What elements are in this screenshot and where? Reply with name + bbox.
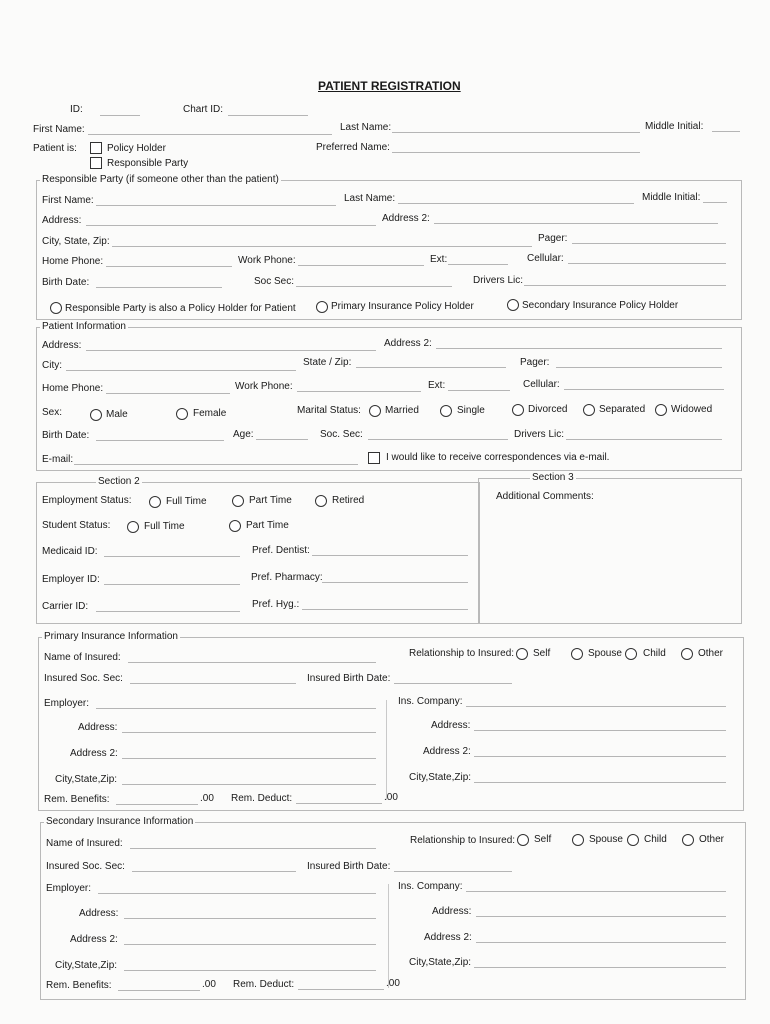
first-name-label: First Name: — [33, 124, 85, 135]
sec-relationship-label: Relationship to Insured: — [410, 835, 516, 846]
pi-address-label: Address: — [42, 340, 82, 351]
pri-birth-date-field[interactable] — [394, 683, 512, 684]
sex-female-label: Female — [193, 408, 227, 419]
rp-city-label: City, State, Zip: — [42, 236, 110, 247]
pi-work-phone-label: Work Phone: — [235, 381, 293, 392]
sec-ins-address2-label: Address 2: — [424, 932, 472, 943]
sec-soc-sec-field[interactable] — [132, 871, 296, 872]
single-radio[interactable] — [440, 405, 452, 417]
widowed-radio[interactable] — [655, 404, 667, 416]
pi-birth-date-label: Birth Date: — [42, 430, 90, 441]
pri-address-field[interactable] — [122, 732, 376, 733]
pi-age-label: Age: — [233, 429, 254, 440]
pri-employer-field[interactable] — [96, 708, 376, 709]
pri-address2-label: Address 2: — [70, 748, 118, 759]
pi-cellular-field[interactable] — [564, 389, 724, 390]
pri-ins-company-field[interactable] — [466, 706, 726, 707]
sec-name-insured-label: Name of Insured: — [46, 838, 123, 849]
pi-address2-label: Address 2: — [384, 338, 432, 349]
pi-cellular-label: Cellular: — [523, 379, 560, 390]
pref-dentist-field[interactable] — [312, 555, 468, 556]
pi-ext-label: Ext: — [428, 380, 446, 391]
separated-label: Separated — [599, 404, 646, 415]
sec-ins-city-field[interactable] — [474, 967, 726, 968]
carrier-id-field[interactable] — [96, 611, 240, 612]
pri-ins-address-field[interactable] — [474, 730, 726, 731]
sec-other-label: Other — [699, 834, 725, 845]
rp-first-name-label: First Name: — [42, 195, 94, 206]
pi-drivers-lic-field[interactable] — [566, 439, 722, 440]
pri-ins-address2-field[interactable] — [474, 756, 726, 757]
pi-home-phone-label: Home Phone: — [42, 383, 104, 394]
sec-address-field[interactable] — [124, 918, 376, 919]
sec-rem-deduct-cents: .00 — [386, 978, 400, 989]
rp-primary-holder-radio[interactable] — [316, 301, 328, 313]
last-name-label: Last Name: — [340, 122, 392, 133]
first-name-field[interactable] — [88, 134, 332, 135]
pri-rem-deduct-field[interactable] — [296, 803, 382, 804]
rp-address-field[interactable] — [86, 225, 376, 226]
sec-birth-date-field[interactable] — [394, 871, 512, 872]
pri-rem-benefits-cents: .00 — [200, 793, 214, 804]
sec-ins-address-field[interactable] — [476, 916, 726, 917]
pi-soc-sec-field[interactable] — [368, 439, 508, 440]
pi-city-label: City: — [42, 360, 62, 371]
rp-policy-holder-radio[interactable] — [50, 302, 62, 314]
rp-pager-field[interactable] — [572, 243, 726, 244]
rp-secondary-holder-radio[interactable] — [507, 299, 519, 311]
pi-pager-label: Pager: — [520, 357, 550, 368]
pref-pharmacy-field[interactable] — [322, 582, 468, 583]
rp-birth-date-field[interactable] — [96, 287, 222, 288]
married-label: Married — [385, 405, 419, 416]
medicaid-id-field[interactable] — [104, 556, 240, 557]
pi-email-label: E-mail: — [42, 454, 74, 465]
rp-birth-date-label: Birth Date: — [42, 277, 90, 288]
employment-part-time-label: Part Time — [249, 495, 292, 506]
sec-child-radio[interactable] — [627, 834, 639, 846]
pi-drivers-lic-label: Drivers Lic: — [514, 429, 565, 440]
email-correspondence-label: I would like to receive correspondences via e-mail. — [386, 452, 610, 463]
pi-home-phone-field[interactable] — [106, 393, 230, 394]
pri-city-field[interactable] — [122, 784, 376, 785]
rp-middle-initial-label: Middle Initial: — [642, 192, 701, 203]
email-correspondence-checkbox[interactable] — [368, 452, 380, 464]
pri-ins-city-field[interactable] — [474, 782, 726, 783]
pi-address-field[interactable] — [86, 350, 376, 351]
pri-address2-field[interactable] — [122, 758, 376, 759]
pri-name-insured-field[interactable] — [128, 662, 376, 663]
rp-work-phone-field[interactable] — [298, 265, 424, 266]
sec-other-radio[interactable] — [682, 834, 694, 846]
student-status-label: Student Status: — [42, 520, 111, 531]
student-full-time-label: Full Time — [144, 521, 185, 532]
sec-rem-deduct-field[interactable] — [298, 989, 384, 990]
employment-status-label: Employment Status: — [42, 495, 132, 506]
rp-address2-field[interactable] — [434, 223, 718, 224]
pri-spouse-label: Spouse — [588, 648, 622, 659]
pri-ins-company-label: Ins. Company: — [398, 696, 463, 707]
pri-name-insured-label: Name of Insured: — [44, 652, 121, 663]
section3-legend: Section 3 — [532, 472, 574, 483]
id-field[interactable] — [100, 115, 140, 116]
rp-city-field[interactable] — [112, 246, 532, 247]
student-full-time-radio[interactable] — [127, 521, 139, 533]
pri-rem-deduct-cents: .00 — [384, 792, 398, 803]
medicaid-id-label: Medicaid ID: — [42, 546, 98, 557]
married-radio[interactable] — [369, 405, 381, 417]
divorced-label: Divorced — [528, 404, 568, 415]
sec-soc-sec-label: Insured Soc. Sec: — [46, 861, 125, 872]
pri-other-radio[interactable] — [681, 648, 693, 660]
form-title: PATIENT REGISTRATION — [318, 79, 461, 93]
sec-rem-benefits-label: Rem. Benefits: — [46, 980, 112, 991]
sec-employer-label: Employer: — [46, 883, 92, 894]
sec-child-label: Child — [644, 834, 667, 845]
pi-city-field[interactable] — [66, 370, 296, 371]
employment-retired-radio[interactable] — [315, 495, 327, 507]
rp-soc-sec-label: Soc Sec: — [254, 276, 295, 287]
pi-state-zip-label: State / Zip: — [303, 357, 352, 368]
rp-work-phone-label: Work Phone: — [238, 255, 296, 266]
pi-ext-field[interactable] — [448, 390, 510, 391]
pi-email-field[interactable] — [74, 464, 358, 465]
employment-full-time-label: Full Time — [166, 496, 207, 507]
responsible-party-legend: Responsible Party (if someone other than the patient) — [42, 174, 279, 185]
rp-address-label: Address: — [42, 215, 82, 226]
pri-relationship-label: Relationship to Insured: — [409, 648, 515, 659]
last-name-field[interactable] — [392, 132, 640, 133]
pref-hyg-label: Pref. Hyg.: — [252, 599, 300, 610]
sec-address-label: Address: — [79, 908, 119, 919]
preferred-name-field[interactable] — [392, 152, 640, 153]
pri-self-label: Self — [533, 648, 551, 659]
sec-spouse-label: Spouse — [589, 834, 623, 845]
pi-work-phone-field[interactable] — [297, 391, 421, 392]
rp-address2-label: Address 2: — [382, 213, 430, 224]
employment-full-time-radio[interactable] — [149, 496, 161, 508]
rp-ext-field[interactable] — [448, 264, 508, 265]
carrier-id-label: Carrier ID: — [42, 601, 89, 612]
primary-insurance-legend: Primary Insurance Information — [44, 631, 178, 642]
pri-rem-benefits-field[interactable] — [116, 804, 198, 805]
sec-self-radio[interactable] — [517, 834, 529, 846]
rp-last-name-label: Last Name: — [344, 193, 396, 204]
id-label: ID: — [70, 104, 83, 115]
sex-male-radio[interactable] — [90, 409, 102, 421]
rp-soc-sec-field[interactable] — [296, 286, 452, 287]
pi-pager-field[interactable] — [556, 367, 722, 368]
additional-comments-area[interactable] — [494, 506, 728, 612]
chart-id-label: Chart ID: — [183, 104, 224, 115]
pi-birth-date-field[interactable] — [96, 440, 224, 441]
sec-rem-deduct-label: Rem. Deduct: — [233, 979, 295, 990]
pri-other-label: Other — [698, 648, 724, 659]
employer-id-field[interactable] — [104, 584, 240, 585]
pri-soc-sec-field[interactable] — [130, 683, 296, 684]
secondary-insurance-legend: Secondary Insurance Information — [46, 816, 194, 827]
sex-male-label: Male — [106, 409, 128, 420]
preferred-name-label: Preferred Name: — [316, 142, 390, 153]
pref-hyg-field[interactable] — [302, 609, 468, 610]
sec-address2-label: Address 2: — [70, 934, 118, 945]
pi-soc-sec-label: Soc. Sec: — [320, 429, 363, 440]
sec-ins-address-label: Address: — [432, 906, 472, 917]
rp-cellular-field[interactable] — [568, 263, 726, 264]
rp-pager-label: Pager: — [538, 233, 568, 244]
rp-primary-holder-label: Primary Insurance Policy Holder — [331, 301, 474, 312]
student-part-time-label: Part Time — [246, 520, 289, 531]
pri-ins-address2-label: Address 2: — [423, 746, 471, 757]
sec-spouse-radio[interactable] — [572, 834, 584, 846]
pri-city-label: City,State,Zip: — [55, 774, 118, 785]
secondary-divider — [388, 884, 389, 988]
pri-birth-date-label: Insured Birth Date: — [307, 673, 391, 684]
chart-id-field[interactable] — [228, 115, 308, 116]
responsible-party-label: Responsible Party — [107, 158, 189, 169]
sec-self-label: Self — [534, 834, 552, 845]
policy-holder-label: Policy Holder — [107, 143, 166, 154]
employment-retired-label: Retired — [332, 495, 365, 506]
pref-dentist-label: Pref. Dentist: — [252, 545, 310, 556]
sec-name-insured-field[interactable] — [130, 848, 376, 849]
rp-last-name-field[interactable] — [398, 203, 634, 204]
middle-initial-label: Middle Initial: — [645, 121, 704, 132]
responsible-party-checkbox[interactable] — [90, 157, 102, 169]
widowed-label: Widowed — [671, 404, 713, 415]
rp-home-phone-label: Home Phone: — [42, 256, 104, 267]
sec-employer-field[interactable] — [98, 893, 376, 894]
sex-female-radio[interactable] — [176, 408, 188, 420]
pri-child-radio[interactable] — [625, 648, 637, 660]
rp-middle-initial-field[interactable] — [703, 202, 727, 203]
rp-home-phone-field[interactable] — [106, 266, 232, 267]
policy-holder-checkbox[interactable] — [90, 142, 102, 154]
sec-ins-company-label: Ins. Company: — [398, 881, 463, 892]
sec-ins-address2-field[interactable] — [476, 942, 726, 943]
pi-state-zip-field[interactable] — [356, 367, 506, 368]
pri-spouse-radio[interactable] — [571, 648, 583, 660]
rp-cellular-label: Cellular: — [527, 253, 564, 264]
sec-birth-date-label: Insured Birth Date: — [307, 861, 391, 872]
pri-ins-city-label: City,State,Zip: — [409, 772, 472, 783]
patient-info-legend: Patient Information — [42, 321, 126, 332]
pri-soc-sec-label: Insured Soc. Sec: — [44, 673, 123, 684]
pri-rem-benefits-label: Rem. Benefits: — [44, 794, 110, 805]
rp-first-name-field[interactable] — [96, 205, 336, 206]
pri-self-radio[interactable] — [516, 648, 528, 660]
pi-sex-label: Sex: — [42, 407, 63, 418]
pi-address2-field[interactable] — [436, 348, 722, 349]
sec-ins-company-field[interactable] — [466, 891, 726, 892]
pref-pharmacy-label: Pref. Pharmacy: — [251, 572, 323, 583]
sec-city-field[interactable] — [124, 970, 376, 971]
pri-ins-address-label: Address: — [431, 720, 471, 731]
primary-divider — [386, 700, 387, 800]
marital-status-label: Marital Status: — [297, 405, 361, 416]
student-part-time-radio[interactable] — [229, 520, 241, 532]
employment-part-time-radio[interactable] — [232, 495, 244, 507]
employer-id-label: Employer ID: — [42, 574, 100, 585]
pri-employer-label: Employer: — [44, 698, 90, 709]
divorced-radio[interactable] — [512, 404, 524, 416]
sec-ins-city-label: City,State,Zip: — [409, 957, 472, 968]
patient-is-label: Patient is: — [33, 143, 77, 154]
pri-child-label: Child — [643, 648, 666, 659]
sec-city-label: City,State,Zip: — [55, 960, 118, 971]
separated-radio[interactable] — [583, 404, 595, 416]
middle-initial-field[interactable] — [712, 131, 740, 132]
pri-address-label: Address: — [78, 722, 118, 733]
rp-drivers-lic-field[interactable] — [524, 285, 726, 286]
section2-legend: Section 2 — [98, 476, 140, 487]
rp-ext-label: Ext: — [430, 254, 448, 265]
rp-drivers-lic-label: Drivers Lic: — [473, 275, 524, 286]
sec-rem-benefits-field[interactable] — [118, 990, 200, 991]
rp-policy-holder-label: Responsible Party is also a Policy Holder for Patient — [65, 303, 296, 314]
rp-secondary-holder-label: Secondary Insurance Policy Holder — [522, 300, 679, 311]
pi-age-field[interactable] — [256, 439, 308, 440]
additional-comments-label: Additional Comments: — [496, 491, 594, 502]
sec-address2-field[interactable] — [124, 944, 376, 945]
pri-rem-deduct-label: Rem. Deduct: — [231, 793, 293, 804]
sec-rem-benefits-cents: .00 — [202, 979, 216, 990]
single-label: Single — [457, 405, 485, 416]
